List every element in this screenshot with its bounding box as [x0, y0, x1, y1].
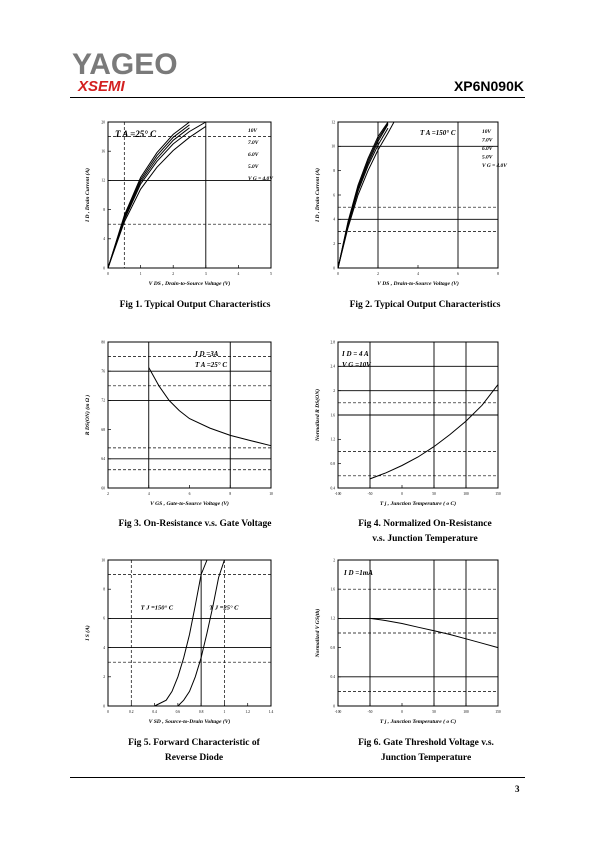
fig4-y-tick-label: 2 — [333, 388, 335, 393]
fig3-x-tick-label: 10 — [269, 492, 273, 496]
fig1-x-tick-label: 4 — [237, 272, 240, 276]
fig6-y-tick-label: 2 — [333, 558, 335, 563]
fig2-y-tick-label: 10 — [331, 144, 335, 149]
fig1-y-tick-label: 8 — [103, 207, 105, 212]
fig2-x-tick-label: 4 — [417, 272, 419, 276]
fig1-series-label: 5.0V — [248, 164, 259, 170]
fig1-series-label: V G = 4.0V — [248, 176, 273, 182]
fig5-x-tick-label: 0 — [107, 710, 109, 714]
fig3-x-tick-label: 6 — [188, 492, 191, 496]
yageo-logo: YAGEO — [72, 48, 178, 81]
fig2-y-tick-label: 2 — [333, 241, 335, 246]
fig4-y-tick-label: 0.4 — [330, 486, 335, 491]
fig6-y-axis-label: Normalized V GS(th) — [315, 608, 321, 658]
fig5-y-tick-label: 0 — [103, 704, 105, 709]
fig1-y-tick-label: 4 — [103, 237, 105, 242]
fig5-x-axis-label: V SD , Source-to-Drain Voltage (V) — [148, 719, 231, 725]
fig3-y-tick-label: 80 — [101, 340, 105, 345]
fig3-y-tick-label: 60 — [101, 486, 105, 491]
fig5-x-tick-label: 0.6 — [175, 710, 181, 714]
fig1-y-axis-label: I D , Drain Current (A) — [85, 167, 91, 223]
fig2-y-tick-label: 4 — [333, 217, 335, 222]
fig2-y-axis-label: I D , Drain Current (A) — [315, 167, 321, 223]
fig1-y-tick-label: 0 — [103, 266, 105, 271]
fig4-x-tick-label: 150 — [495, 492, 501, 496]
fig1-series-label: 7.0V — [248, 140, 259, 146]
fig6-annotation: I D =1mA — [344, 569, 373, 577]
fig2-caption: Fig 2. Typical Output Characteristics — [349, 300, 501, 310]
fig6-caption: Fig 6. Gate Threshold Voltage v.s. Junction Temperature — [358, 738, 494, 763]
fig3-y-tick-label: 76 — [101, 369, 105, 374]
fig3-annotation: T A =25° C — [195, 361, 228, 369]
fig3-caption: Fig 3. On-Resistance v.s. Gate Voltage — [118, 519, 272, 529]
fig2-x-tick-label: 6 — [457, 272, 459, 276]
fig1-y-tick-label: 12 — [101, 178, 105, 183]
fig1-x-tick-label: 1 — [139, 272, 142, 276]
fig4-annotation: I D = 4 A — [342, 350, 369, 358]
fig2-y-tick-label: 0 — [333, 266, 335, 271]
footer-divider — [70, 777, 525, 778]
fig5-y-tick-label: 6 — [103, 616, 105, 621]
fig2-y-tick-label: 12 — [331, 120, 335, 125]
fig3-x-tick-label: 4 — [147, 492, 150, 496]
fig5-x-tick-label: 1.2 — [245, 710, 250, 714]
fig6-x-tick-label: 50 — [432, 710, 436, 714]
fig2-series-label: 5.0V — [482, 154, 493, 161]
fig2-y-tick-label: 8 — [333, 168, 335, 173]
fig6-x-tick-label: -100 — [334, 710, 342, 714]
fig2-series-label: 7.0V — [482, 137, 493, 144]
fig1-x-axis-label: V DS , Drain-to-Source Voltage (V) — [148, 281, 231, 287]
fig4-y-tick-label: 0.8 — [330, 461, 335, 466]
fig1-caption: Fig 1. Typical Output Characteristics — [119, 300, 271, 310]
fig5-x-tick-label: 0.4 — [152, 710, 157, 714]
fig4-x-tick-label: 100 — [463, 492, 469, 496]
fig6-y-tick-label: 1.2 — [330, 616, 335, 621]
fig2-annotation: T A =150° C — [420, 129, 456, 137]
fig4-x-tick-label: 0 — [401, 492, 403, 496]
fig6-x-tick-label: 0 — [401, 710, 403, 714]
fig6-y-tick-label: 0.4 — [330, 675, 335, 680]
fig2-y-tick-label: 6 — [333, 193, 335, 198]
fig5-series-label: T J =25° C — [209, 604, 239, 612]
fig5-series-label: T J =150° C — [140, 604, 174, 612]
fig1-y-tick-label: 16 — [101, 149, 105, 154]
fig1-x-tick-label: 2 — [172, 272, 175, 276]
fig6-x-tick-label: -50 — [367, 710, 373, 714]
fig4-x-tick-label: -50 — [367, 492, 373, 496]
fig1-annotation: T A =25° C — [115, 129, 157, 139]
fig1-x-tick-label: 0 — [107, 272, 109, 276]
fig4-y-tick-label: 2.4 — [330, 364, 335, 369]
fig4-x-axis-label: T j , Junction Temperature ( o C) — [379, 501, 457, 507]
fig1-series-label: 6.0V — [248, 152, 259, 158]
fig2-x-tick-label: 8 — [497, 272, 499, 276]
fig4-caption: Fig 4. Normalized On-Resistance v.s. Junction Temperature — [358, 519, 492, 544]
fig6-x-axis-label: T j , Junction Temperature ( o C) — [379, 719, 457, 725]
fig3-y-tick-label: 68 — [101, 427, 105, 432]
fig4-y-tick-label: 1.2 — [330, 437, 335, 442]
fig5-x-tick-label: 0.8 — [198, 710, 204, 714]
fig2-x-tick-label: 2 — [377, 272, 379, 276]
fig3-y-tick-label: 64 — [101, 457, 105, 462]
fig4-x-tick-label: -100 — [334, 492, 342, 496]
part-number: XP6N090K — [453, 78, 524, 94]
fig1-y-tick-label: 20 — [101, 120, 105, 125]
fig6-x-tick-label: 150 — [495, 710, 501, 714]
fig5-x-tick-label: 1.4 — [268, 710, 274, 714]
fig4-annotation: V G =10V — [342, 361, 371, 369]
fig2-series-label: 10V — [482, 129, 491, 135]
fig1-x-tick-label: 3 — [204, 272, 207, 276]
fig3-x-tick-label: 2 — [107, 492, 109, 496]
fig6-x-tick-label: 100 — [463, 710, 469, 714]
fig5-x-tick-label: 0.2 — [129, 710, 134, 714]
xsemi-logo: XSEMI — [78, 78, 125, 95]
fig2-x-axis-label: V DS , Drain-to-Source Voltage (V) — [377, 281, 459, 287]
fig3-y-axis-label: R DS(ON) (m Ω ) — [85, 394, 91, 436]
fig4-y-tick-label: 1.6 — [330, 413, 335, 418]
fig5-y-axis-label: I S (A) — [85, 625, 91, 641]
fig6-y-tick-label: 1.6 — [330, 587, 335, 592]
fig6-y-tick-label: 0 — [333, 704, 335, 709]
fig5-y-tick-label: 8 — [103, 587, 105, 592]
fig3-x-axis-label: V GS , Gate-to-Source Voltage (V) — [150, 501, 229, 507]
fig4-x-tick-label: 50 — [432, 492, 436, 496]
fig1-series-label: 10V — [248, 128, 257, 134]
fig5-y-tick-label: 4 — [103, 645, 105, 650]
fig2-x-tick-label: 0 — [337, 272, 339, 276]
fig3-x-tick-label: 8 — [229, 492, 232, 496]
fig5-y-tick-label: 10 — [101, 558, 105, 563]
fig2-series-label: V G = 4.0V — [482, 163, 507, 169]
fig6-y-tick-label: 0.8 — [330, 645, 335, 650]
fig5-x-tick-label: 1 — [223, 710, 226, 714]
page-number: 3 — [515, 784, 520, 794]
fig5-caption: Fig 5. Forward Characteristic of Reverse Diode — [128, 738, 260, 763]
fig5-y-tick-label: 2 — [103, 675, 105, 680]
fig4-y-tick-label: 2.8 — [330, 340, 335, 345]
fig3-y-tick-label: 72 — [101, 398, 105, 403]
fig1-x-tick-label: 5 — [270, 272, 272, 276]
fig4-y-axis-label: Normalized R DS(ON) — [315, 388, 321, 442]
fig3-annotation: I D =3A — [195, 350, 219, 358]
fig2-series-label: 6.0V — [482, 146, 493, 152]
